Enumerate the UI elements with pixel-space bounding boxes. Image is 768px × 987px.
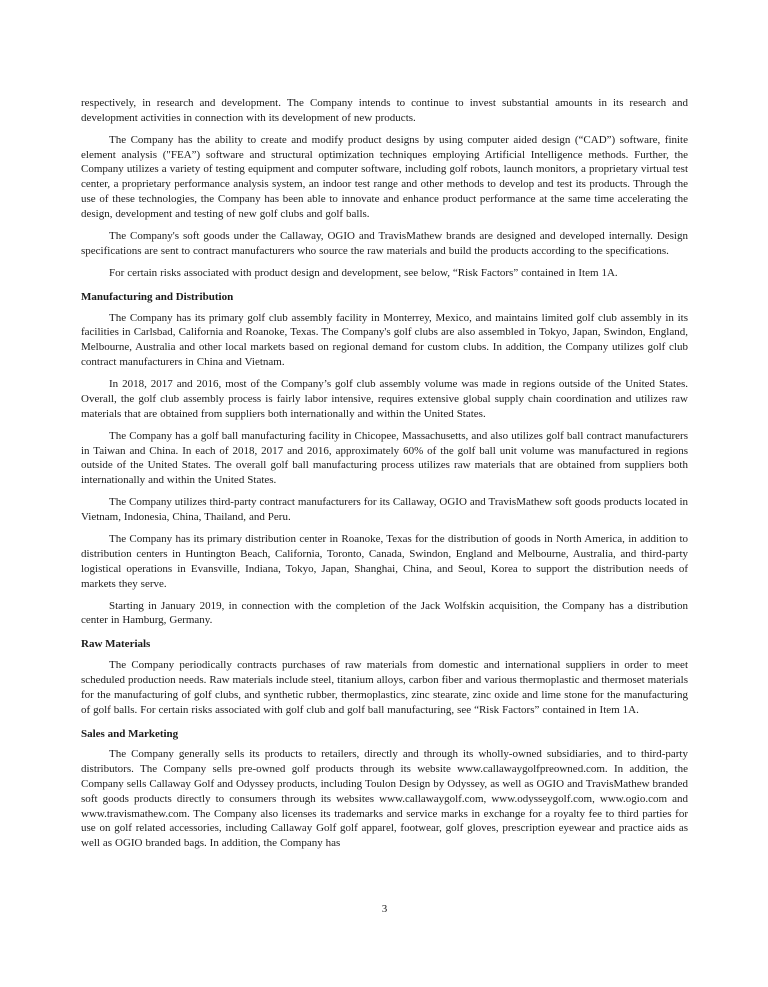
paragraph-product-design-technology: The Company has the ability to create and modify product designs by using computer aided design (“CAD”) software, finite element analysis ("FEA”) software and structural optimization techniques employing Artificial Intelligence methods. Further, the Company utilizes a variety of testing equipment and computer software, including golf robots, launch monitors, a proprietary virtual test center, a proprietary performance analysis system, an indoor test range and other methods to develop and test its products. Through the use of these technologies, the Company has been able to innovate and enhance product performance at the same time accelerating the design, development and testing of new golf clubs and golf balls. [81,133,688,220]
page-number: 3 [381,903,388,915]
section-heading-manufacturing-and-distribution: Manufacturing and Distribution [81,290,234,303]
section-heading-raw-materials: Raw Materials [81,638,151,651]
paragraph-soft-goods-design: The Company's soft goods under the Callaway, OGIO and TravisMathew brands are designed and developed internally. Design specifications are sent to contract manufacturers who source the raw materials and build the products according to the specifications. [81,229,688,257]
paragraph-soft-goods-manufacturers: The Company utilizes third-party contract manufacturers for its Callaway, OGIO and TravisMathew soft goods products located in Vietnam, Indonesia, China, Thailand, and Peru. [81,496,688,524]
paragraph-rd-continuation: respectively, in research and development. The Company intends to continue to invest substantial amounts in its research and development activities in connection with its development of new products. [81,97,688,124]
section-heading-sales-and-marketing: Sales and Marketing [81,727,179,740]
paragraph-design-risk-factors-note: For certain risks associated with product design and development, see below, “Risk Factors” contained in Item 1A. [109,266,618,279]
paragraph-sales-channels: The Company generally sells its products to retailers, directly and through its wholly-owned subsidiaries, and to third-party distributors. The Company sells pre-owned golf products through its website www.callawaygolfpreowned.com. In addition, the Company sells Callaway Golf and Odyssey products, including Toulon Design by Odyssey, as well as OGIO and TravisMathew branded soft goods products directly to consumers through its websites www.callawaygolf.com, www.odysseygolf.com, www.ogio.com and www.travismathew.com. The Company also licenses its trademarks and service marks in exchange for a royalty fee to third parties for use on golf related accessories, including Callaway Golf golf apparel, footwear, golf gloves, prescription eyewear and practice aids as well as OGIO branded bags. In addition, the Company has [81,748,688,850]
paragraph-jack-wolfskin-distribution: Starting in January 2019, in connection with the completion of the Jack Wolfskin acquisition, the Company has a distribution center in Hamburg, Germany. [81,599,688,627]
paragraph-raw-materials: The Company periodically contracts purchases of raw materials from domestic and international suppliers in order to meet scheduled production needs. Raw materials include steel, titanium alloys, carbon fiber and various thermoplastic and thermoset materials for the manufacturing of golf clubs, and synthetic rubber, thermoplastics, zinc stearate, zinc oxide and lime stone for the manufacturing of golf balls. For certain risks associated with golf club and golf ball manufacturing, see “Risk Factors” contained in Item 1A. [81,659,688,716]
document-body [81,96,688,858]
paragraph-assembly-volume: In 2018, 2017 and 2016, most of the Company’s golf club assembly volume was made in regions outside of the United States. Overall, the golf club assembly process is fairly labor intensive, requires extensive global supply chain coordination and utilizes raw materials that are obtained from suppliers both internationally and within the United States. [81,378,688,420]
paragraph-golf-ball-manufacturing: The Company has a golf ball manufacturing facility in Chicopee, Massachusetts, and also utilizes golf ball contract manufacturers in Taiwan and China. In each of 2018, 2017 and 2016, approximately 60% of the golf ball unit volume was manufactured in regions outside of the United States. The overall golf ball manufacturing process utilizes raw materials that are obtained from suppliers both internationally and within the United States. [81,429,688,487]
paragraph-golf-club-assembly: The Company has its primary golf club assembly facility in Monterrey, Mexico, and maintains limited golf club assembly in its facilities in Carlsbad, California and Roanoke, Texas. The Company's golf clubs are also assembled in Tokyo, Japan, Swindon, England, Melbourne, Australia and other local markets based on regional demand for custom clubs. In addition, the Company utilizes golf club contract manufacturers in China and Vietnam. [81,311,688,369]
paragraph-distribution-centers: The Company has its primary distribution center in Roanoke, Texas for the distribution of goods in North America, in addition to distribution centers in Huntington Beach, California, Toronto, Canada, Swindon, England and Melbourne, Australia, and third-party logistical operations in Evansville, Indiana, Tokyo, Japan, Shanghai, China, and Seoul, Korea to support the distribution needs of markets they serve. [81,533,688,590]
